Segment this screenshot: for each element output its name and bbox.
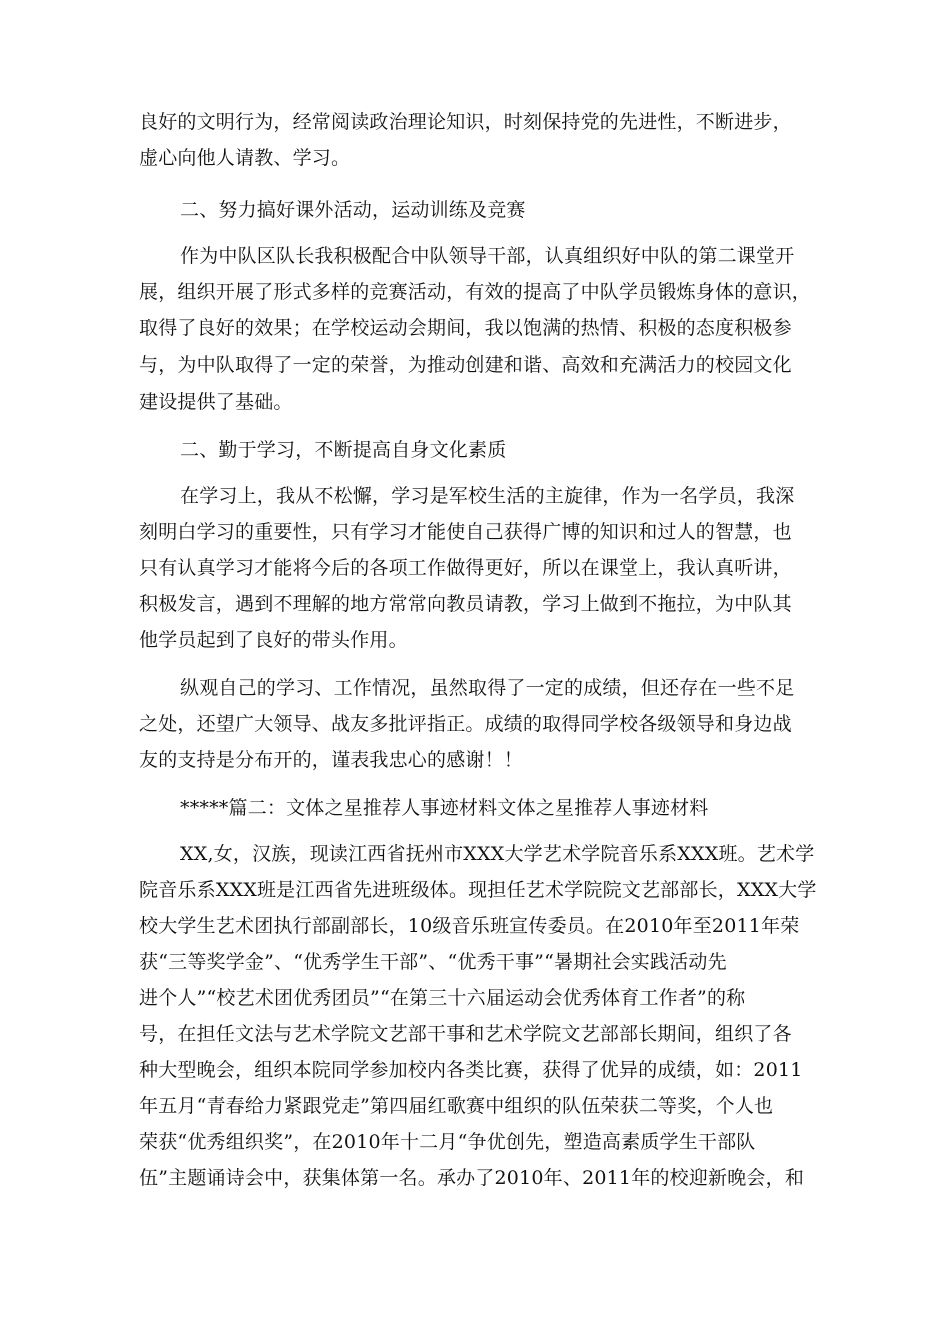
text-line: 虚心向他人请教、学习。	[139, 147, 351, 169]
text-line: 与，为中队取得了一定的荣誉，为推动创建和谐、高效和充满活力的校园文化	[139, 354, 792, 376]
text-line: 展，组织开展了形式多样的竞赛活动，有效的提高了中队学员锻炼身体的意识，	[139, 281, 812, 303]
text-line: 只有认真学习才能将今后的各项工作做得更好，所以在课堂上，我认真听讲，	[139, 557, 792, 579]
text-line: 建设提供了基础。	[139, 391, 293, 413]
section-heading: 二、努力搞好课外活动，运动训练及竞赛	[180, 199, 526, 221]
text-line: XX,女，汉族，现读江西省抚州市XXX大学艺术学院音乐系XXX班。艺术学	[180, 843, 815, 865]
text-line: 友的支持是分布开的，谨表我忠心的感谢！！	[139, 749, 524, 771]
text-line: 之处，还望广大领导、战友多批评指正。成绩的取得同学校各级领导和身边战	[139, 713, 792, 735]
text-line: 校大学生艺术团执行部副部长，10级音乐班宣传委员。在2010年至2011年荣	[139, 915, 800, 937]
text-line: 年五月“青春给力紧跟党走”第四届红歌赛中组织的队伍荣获二等奖，个人也	[139, 1095, 774, 1117]
text-line: 刻明白学习的重要性，只有学习才能使自己获得广博的知识和过人的智慧，也	[139, 521, 792, 543]
section-heading: *****篇二：文体之星推荐人事迹材料文体之星推荐人事迹材料	[180, 797, 709, 819]
text-line: 他学员起到了良好的带头作用。	[139, 629, 408, 651]
text-line: 荣获“优秀组织奖”，在2010年十二月“争优创先，塑造高素质学生干部队	[139, 1131, 756, 1153]
text-line: 纵观自己的学习、工作情况，虽然取得了一定的成绩，但还存在一些不足	[180, 677, 795, 699]
text-line: 积极发言，遇到不理解的地方常常向教员请教，学习上做到不拖拉，为中队其	[139, 593, 792, 615]
text-line: 作为中队区队长我积极配合中队领导干部，认真组织好中队的第二课堂开	[180, 245, 795, 267]
text-line: 院音乐系XXX班是江西省先进班级体。现担任艺术学院院文艺部部长，XXX大学	[139, 879, 817, 901]
text-line: 号，在担任文法与艺术学院文艺部干事和艺术学院文艺部部长期间，组织了各	[139, 1023, 792, 1045]
text-line: 良好的文明行为，经常阅读政治理论知识，时刻保持党的先进性，不断进步，	[139, 111, 792, 133]
text-line: 种大型晚会，组织本院同学参加校内各类比赛，获得了优异的成绩，如：2011	[139, 1059, 803, 1081]
text-line: 伍”主题诵诗会中，获集体第一名。承办了2010年、2011年的校迎新晚会，和	[139, 1167, 805, 1189]
section-heading: 二、勤于学习，不断提高自身文化素质	[180, 439, 507, 461]
text-line: 获“三等奖学金”、“优秀学生干部”、“优秀干事”“暑期社会实践活动先	[139, 951, 727, 973]
text-line: 在学习上，我从不松懈，学习是军校生活的主旋律，作为一名学员，我深	[180, 485, 795, 507]
text-line: 取得了良好的效果；在学校运动会期间，我以饱满的热情、积极的态度积极参	[139, 317, 792, 339]
text-line: 进个人”“校艺术团优秀团员”“在第三十六届运动会优秀体育工作者”的称	[139, 987, 746, 1009]
